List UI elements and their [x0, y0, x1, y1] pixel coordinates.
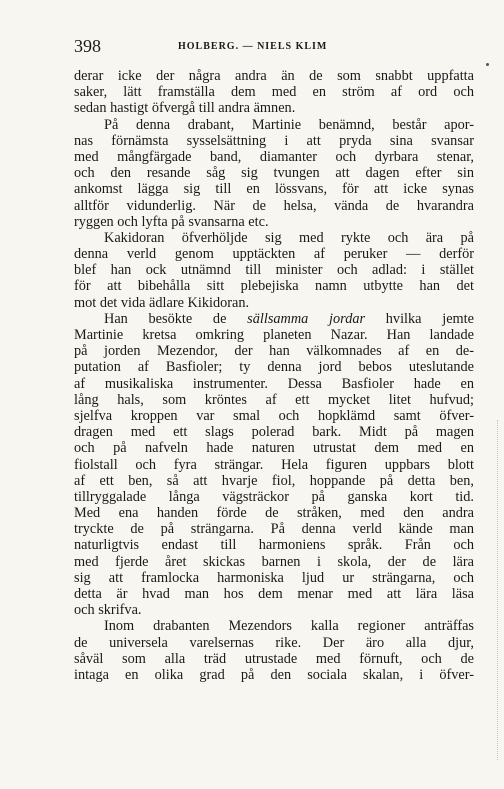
text-line: Han besökte de sällsamma jordar hvilka jemte	[104, 310, 474, 327]
text-line: sedan hastigt öfvergå till andra ämnen.	[74, 100, 296, 117]
text-line: såväl som alla träd utrustade med förnuft, och de	[74, 650, 474, 667]
text-line: ankomst lägga sig till en lössvans, för att icke synas	[74, 181, 474, 198]
text-line: naturligtvis endast till harmoniens språk. Från och	[74, 537, 474, 554]
text-line: med fjerde året skickas barnen i skola, der de lära	[74, 553, 474, 570]
text-line: sjelfva kroppen var smal och hopklämd samt öfver-	[74, 407, 474, 424]
text-line: detta är hvad man hos dem menar med att lära läsa	[74, 586, 474, 602]
text-line: af ett ben, så att hvarje fiol, hoppande på detta ben,	[74, 472, 474, 489]
text-line: lång hals, som kröntes af ett mycket litet hufvud;	[74, 391, 474, 408]
text-line: intaga en olika grad på den sociala skalan, i öfver-	[74, 666, 474, 683]
page-edge	[491, 420, 498, 760]
text-line: nas förnämsta sysselsättning i att pryda sina svansar	[74, 132, 474, 149]
text-line: putation af Basfioler; ty denna jord bebos uteslutande	[74, 359, 474, 376]
page-header	[74, 36, 474, 58]
text-line: Med ena handen förde de stråken, med den andra	[74, 505, 474, 522]
text-line: på jorden Mezendor, der han välkomnades af en de-	[74, 343, 474, 360]
text-line: denna verld genom upptäckten af peruker — derför	[74, 246, 474, 263]
text-line: Martinie kretsa omkring planeten Nazar. Han landade	[74, 327, 474, 343]
text-line: blef han ock utnämnd till minister och adlad: i stället	[74, 262, 474, 279]
text-line: ryggen och lyfta på svansarna etc.	[74, 213, 269, 230]
text-line: mot det vida ädlare Kikidoran.	[74, 294, 250, 311]
text-line: alltför vidunderlig. När de helsa, vända de hvarandra	[74, 197, 474, 214]
text-line: tryckte de på strängarna. På denna verld kände man	[74, 521, 474, 538]
text-line: På denna drabant, Martinie benämnd, består apor-	[104, 116, 474, 133]
text-line: saker, lätt framställa dem med en ström af ord och	[74, 84, 474, 101]
italic-phrase: sällsamma jordar	[247, 310, 366, 327]
text-line: fiolstall och fyra strängar. Hela figuren uppbars blott	[74, 456, 474, 473]
text-line: sig att framlocka harmoniska ljud ur strängarna, och	[74, 569, 474, 586]
text-line: Inom drabanten Mezendors kalla regioner anträffas	[104, 618, 474, 635]
print-speck	[486, 63, 489, 66]
text-line: derar icke der några andra än de som snabbt uppfatta	[74, 68, 474, 84]
text-line: dragen med ett slags polerad bark. Midt på magen	[74, 424, 474, 441]
text-line: för att bibehålla sitt plebejiska namn utbytte han det	[74, 278, 474, 295]
text-line: Kakidoran öfverhöljde sig med rykte och ära på	[104, 229, 474, 246]
text-line: och den resande såg sig tvungen att dagen efter sin	[74, 165, 474, 182]
text-line: af musikaliska instrumenter. Dessa Basfioler hade en	[74, 375, 474, 392]
body-text	[74, 68, 474, 683]
text-line: och skrifva.	[74, 602, 142, 619]
page-number: 398	[74, 36, 101, 56]
text-line: tillryggalade långa vägsträckor på ganska kort tid.	[74, 488, 474, 505]
running-head: HOLBERG. — NIELS KLIM	[178, 41, 328, 52]
text-line: med mångfärgade band, diamanter och dyrbara stenar,	[74, 148, 474, 165]
text-line: de universela varelsernas rike. Der äro alla djur,	[74, 634, 474, 651]
text-line: och på nafveln hade naturen utrustat dem med en	[74, 440, 474, 457]
